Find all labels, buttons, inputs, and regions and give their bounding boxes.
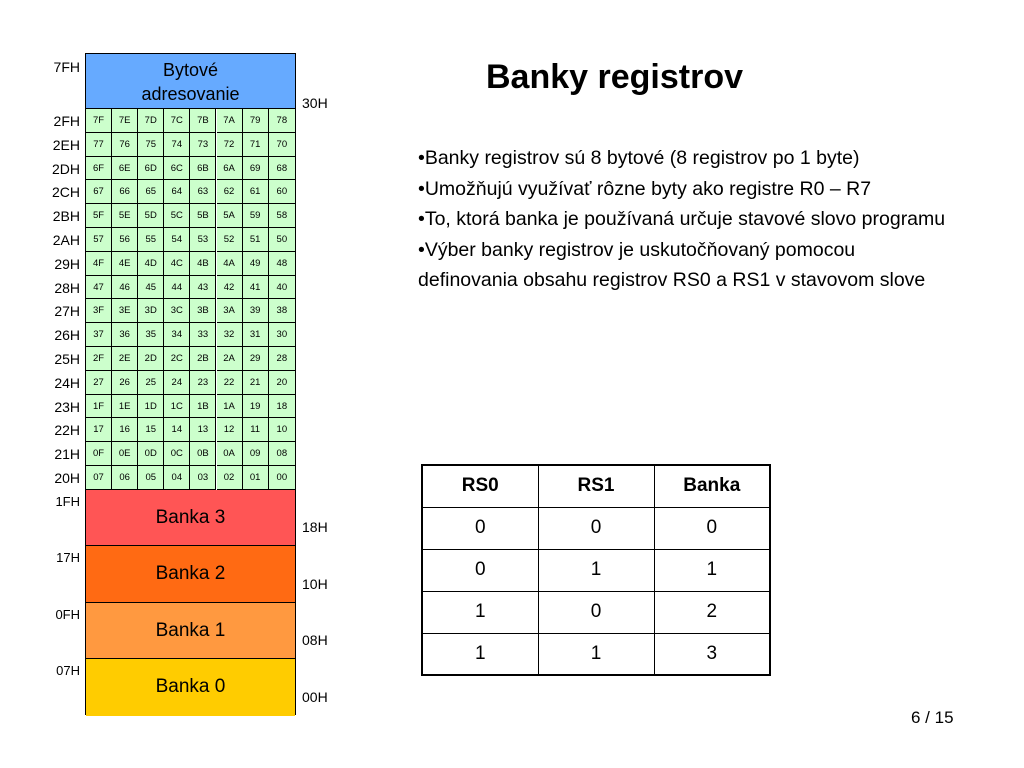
register-bank: Banka 1: [86, 603, 295, 660]
bit-cell: 75: [138, 133, 164, 157]
bit-cell: 20: [269, 371, 295, 395]
bit-cell: 3E: [112, 299, 138, 323]
table-row: [422, 507, 770, 549]
bytove-adresovanie-block: [86, 54, 295, 109]
bit-cell: 47: [86, 276, 112, 300]
bit-cell: 2B: [190, 347, 216, 371]
bit-cell: 43: [190, 276, 216, 300]
register-bank: Banka 2: [86, 546, 295, 603]
bit-cell: 72: [217, 133, 243, 157]
bit-cell: 11: [243, 418, 269, 442]
bit-cell: 61: [243, 180, 269, 204]
bit-cell: 4C: [164, 252, 190, 276]
bit-cell: 0B: [190, 442, 216, 466]
bit-cell: 78: [269, 109, 295, 133]
table-cell: 0: [538, 507, 654, 549]
bit-cell: 6C: [164, 157, 190, 181]
bit-cell: 62: [217, 180, 243, 204]
bit-cell: 4E: [112, 252, 138, 276]
table-cell: 3: [654, 633, 770, 675]
bit-cell: 70: [269, 133, 295, 157]
table-cell: 2: [654, 591, 770, 633]
bit-row: [86, 299, 295, 323]
bullet-list: [418, 143, 948, 296]
table-header-row: [422, 465, 770, 507]
bit-cell: 22: [217, 371, 243, 395]
bytove-label-line2: adresovanie: [141, 84, 240, 104]
row-address-label: 29H: [54, 255, 80, 272]
bit-cell: 55: [138, 228, 164, 252]
bit-cell: 7B: [190, 109, 216, 133]
bit-cell: 3D: [138, 299, 164, 323]
bank-select-table: [421, 464, 771, 676]
bit-cell: 21: [243, 371, 269, 395]
bit-cell: 30: [269, 323, 295, 347]
bit-cell: 5A: [217, 204, 243, 228]
row-address-label: 20H: [54, 470, 80, 486]
bullet-item: •Výber banky registrov je uskutočňovaný pomocou definovania obsahu registrov RS0 a RS1 v stavovom slove: [418, 238, 926, 291]
row-address-label: 2FH: [53, 113, 80, 129]
bit-cell: 05: [138, 466, 164, 490]
bit-cell: 4F: [86, 252, 112, 276]
bit-cell: 2E: [112, 347, 138, 371]
bit-row: [86, 228, 295, 252]
bit-cell: 0E: [112, 442, 138, 466]
bit-row: [86, 323, 295, 347]
bit-cell: 5C: [164, 204, 190, 228]
bit-row: [86, 466, 295, 490]
bit-cell: 77: [86, 133, 112, 157]
bit-cell: 45: [138, 276, 164, 300]
bit-cell: 0A: [217, 442, 243, 466]
table-row: [422, 633, 770, 675]
bit-cell: 1E: [112, 395, 138, 419]
slide-title: Banky registrov: [486, 58, 743, 96]
bank-start-address: 07H: [56, 663, 80, 679]
bit-cell: 39: [243, 299, 269, 323]
bullet-item: •Banky registrov sú 8 bytové (8 registrov po 1 byte): [418, 147, 860, 169]
bit-row: [86, 180, 295, 204]
bit-cell: 6E: [112, 157, 138, 181]
bit-cell: 38: [269, 299, 295, 323]
bit-cell: 40: [269, 276, 295, 300]
bit-cell: 2C: [164, 347, 190, 371]
bit-cell: 13: [190, 418, 216, 442]
row-address-label: 2DH: [51, 160, 80, 177]
bit-cell: 25: [138, 371, 164, 395]
bit-cell: 48: [269, 252, 295, 276]
bank-start-address: 1FH: [55, 493, 80, 509]
bit-cell: 14: [164, 418, 190, 442]
bit-cell: 08: [269, 442, 295, 466]
bit-cell: 06: [112, 466, 138, 490]
bit-cell: 16: [112, 418, 138, 442]
register-bank: Banka 0: [86, 659, 295, 716]
bit-cell: 71: [243, 133, 269, 157]
bit-cell: 53: [190, 228, 216, 252]
bank-end-address: 18H: [302, 519, 328, 536]
bit-cell: 29: [243, 347, 269, 371]
bit-cell: 7A: [217, 109, 243, 133]
bit-cell: 42: [217, 276, 243, 300]
bullet-item: •Umožňujú využívať rôzne byty ako registre R0 – R7: [418, 177, 872, 200]
bit-cell: 5F: [86, 204, 112, 228]
bit-cell: 0C: [164, 442, 190, 466]
row-address-label: 26H: [54, 327, 80, 344]
bit-addressable-grid: [86, 109, 295, 490]
bit-cell: 66: [112, 180, 138, 204]
bit-cell: 2D: [138, 347, 164, 371]
row-address-label: 22H: [54, 422, 80, 439]
bit-cell: 46: [112, 276, 138, 300]
bit-row: [86, 204, 295, 228]
bit-cell: 5E: [112, 204, 138, 228]
bit-cell: 3F: [86, 299, 112, 323]
bit-cell: 0D: [138, 442, 164, 466]
bit-cell: 3B: [190, 299, 216, 323]
table-cell: 0: [538, 591, 654, 633]
bit-cell: 31: [243, 323, 269, 347]
bank-end-address: 08H: [302, 632, 328, 649]
bit-cell: 04: [164, 466, 190, 490]
bit-cell: 07: [86, 466, 112, 490]
bit-cell: 10: [269, 418, 295, 442]
bit-cell: 56: [112, 228, 138, 252]
bit-cell: 23: [190, 371, 216, 395]
bit-cell: 5D: [138, 204, 164, 228]
bit-cell: 26: [112, 371, 138, 395]
memory-map: [85, 53, 296, 715]
bit-cell: 12: [217, 418, 243, 442]
bit-cell: 64: [164, 180, 190, 204]
bit-cell: 27: [86, 371, 112, 395]
bit-cell: 74: [164, 133, 190, 157]
bit-row: [86, 133, 295, 157]
bit-cell: 2A: [217, 347, 243, 371]
bit-cell: 63: [190, 180, 216, 204]
row-address-label: 25H: [54, 351, 80, 367]
bit-cell: 1B: [190, 395, 216, 419]
table-cell: 1: [654, 549, 770, 591]
table-row: [422, 549, 770, 591]
bit-cell: 76: [112, 133, 138, 157]
bit-cell: 6A: [217, 157, 243, 181]
table-cell: 1: [538, 633, 654, 675]
bit-cell: 24: [164, 371, 190, 395]
bit-cell: 49: [243, 252, 269, 276]
bit-cell: 65: [138, 180, 164, 204]
bit-cell: 3C: [164, 299, 190, 323]
bit-cell: 19: [243, 395, 269, 419]
bit-cell: 69: [243, 157, 269, 181]
bit-cell: 01: [243, 466, 269, 490]
bit-cell: 50: [269, 228, 295, 252]
bit-cell: 79: [243, 109, 269, 133]
bit-cell: 6F: [86, 157, 112, 181]
bit-row: [86, 157, 295, 181]
bit-cell: 52: [217, 228, 243, 252]
table-cell: 1: [422, 633, 538, 675]
bank-end-address: 00H: [302, 688, 328, 705]
row-address-label: 27H: [54, 303, 80, 320]
bit-cell: 54: [164, 228, 190, 252]
table-cell: 0: [422, 549, 538, 591]
bit-cell: 51: [243, 228, 269, 252]
bit-cell: 03: [190, 466, 216, 490]
bit-cell: 7D: [138, 109, 164, 133]
bit-cell: 1D: [138, 395, 164, 419]
bit-cell: 41: [243, 276, 269, 300]
bit-cell: 0F: [86, 442, 112, 466]
bit-cell: 3A: [217, 299, 243, 323]
bit-cell: 1C: [164, 395, 190, 419]
register-bank: Banka 3: [86, 490, 295, 547]
bit-cell: 1A: [217, 395, 243, 419]
table-row: [422, 591, 770, 633]
bit-row: [86, 276, 295, 300]
row-address-label: 2CH: [51, 184, 80, 201]
bit-cell: 58: [269, 204, 295, 228]
table-header: RS1: [538, 465, 654, 507]
bit-cell: 7C: [164, 109, 190, 133]
address-label-7fh: 7FH: [53, 59, 80, 75]
bit-cell: 00: [269, 466, 295, 490]
table-header: RS0: [422, 465, 538, 507]
bit-cell: 37: [86, 323, 112, 347]
table-cell: 0: [422, 507, 538, 549]
bit-cell: 5B: [190, 204, 216, 228]
bullet-item: •To, ktorá banka je používaná určuje stavové slovo programu: [418, 208, 946, 230]
bit-cell: 7F: [86, 109, 112, 133]
table-cell: 1: [538, 549, 654, 591]
bit-cell: 60: [269, 180, 295, 204]
bit-cell: 32: [217, 323, 243, 347]
bit-cell: 4D: [138, 252, 164, 276]
bit-row: [86, 418, 295, 442]
bit-row: [86, 442, 295, 466]
bit-row: [86, 252, 295, 276]
bit-row: [86, 371, 295, 395]
bit-cell: 28: [269, 347, 295, 371]
bit-cell: 68: [269, 157, 295, 181]
bit-cell: 59: [243, 204, 269, 228]
row-address-label: 2BH: [52, 208, 80, 225]
bit-cell: 6B: [190, 157, 216, 181]
row-address-label: 24H: [54, 374, 80, 391]
bytove-label-line1: Bytové: [162, 60, 219, 80]
bit-cell: 4B: [190, 252, 216, 276]
address-label-30h: 30H: [302, 95, 328, 111]
bit-cell: 02: [217, 466, 243, 490]
bit-cell: 18: [269, 395, 295, 419]
bit-cell: 7E: [112, 109, 138, 133]
row-address-label: 28H: [54, 279, 80, 296]
page-number: 6 / 15: [911, 708, 954, 727]
bit-cell: 1F: [86, 395, 112, 419]
row-address-label: 21H: [54, 446, 80, 463]
table-cell: 0: [654, 507, 770, 549]
bit-cell: 6D: [138, 157, 164, 181]
bit-cell: 33: [190, 323, 216, 347]
bit-cell: 09: [243, 442, 269, 466]
bit-cell: 2F: [86, 347, 112, 371]
bit-cell: 36: [112, 323, 138, 347]
bit-cell: 15: [138, 418, 164, 442]
bit-row: [86, 109, 295, 133]
row-address-label: 2AH: [52, 232, 80, 248]
bit-row: [86, 395, 295, 419]
bit-cell: 73: [190, 133, 216, 157]
bit-cell: 67: [86, 180, 112, 204]
row-address-label: 23H: [54, 398, 80, 415]
bit-cell: 34: [164, 323, 190, 347]
bit-cell: 44: [164, 276, 190, 300]
bit-cell: 4A: [217, 252, 243, 276]
bit-cell: 17: [86, 418, 112, 442]
bit-cell: 35: [138, 323, 164, 347]
table-cell: 1: [422, 591, 538, 633]
bank-start-address: 0FH: [55, 606, 80, 622]
bank-end-address: 10H: [302, 575, 328, 592]
table-header: Banka: [654, 465, 770, 507]
row-address-label: 2EH: [52, 136, 80, 153]
bit-cell: 57: [86, 228, 112, 252]
bank-start-address: 17H: [56, 550, 80, 566]
bit-row: [86, 347, 295, 371]
